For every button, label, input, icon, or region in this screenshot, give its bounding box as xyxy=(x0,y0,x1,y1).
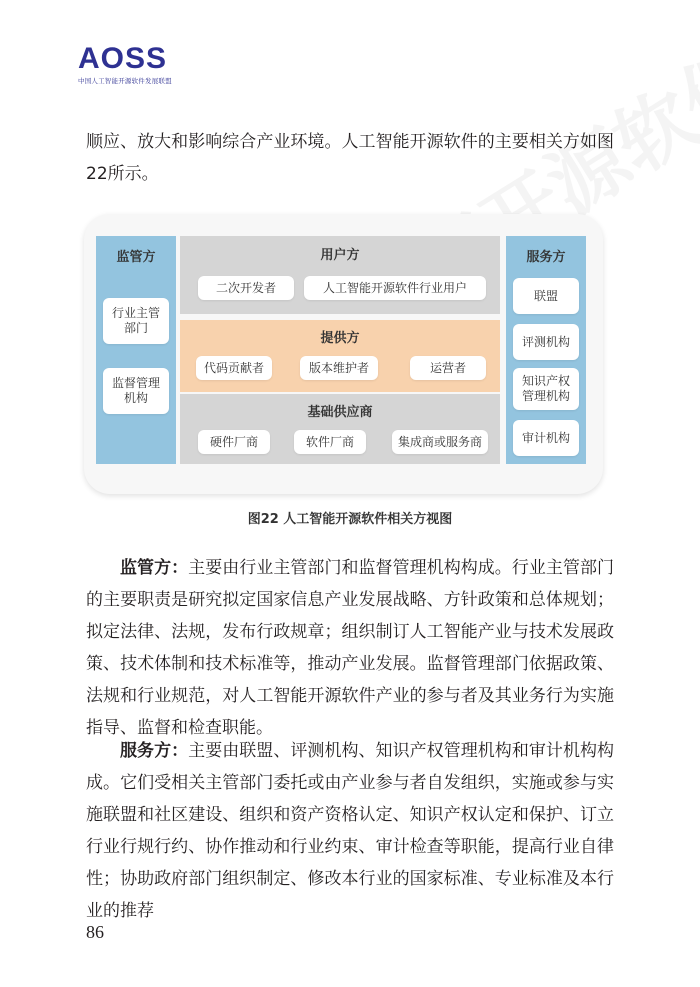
service-text: 主要由联盟、评测机构、知识产权管理机构和审计机构构成。它们受相关主管部门委托或由产业参与者自发组织，实施或参与实施联盟和社区建设、组织和资产资格认定、知识产权认定和保护、订立行业行规行约、协作推动和行业约束、审计检查等职能，提高行业自律性；协助政府部门组织制定、修改本行业的国家标准、专业标准及本行业的推荐 xyxy=(86,741,615,921)
service-item: 联盟 xyxy=(513,278,579,314)
regulator-text: 主要由行业主管部门和监督管理机构构成。行业主管部门的主要职责是研究拟定国家信息产业发展战略、方针政策和总体规划；拟定法律、法规，发布行政规章；组织制订人工智能产业与技术发展政策、技术体制和技术标准等，推动产业发展。监督管理部门依据政策、法规和行业规范，对人工智能开源软件产业的参与者及其业务行为实施指导、监督和检查职能。 xyxy=(86,558,615,738)
stakeholder-diagram xyxy=(84,214,603,494)
supplier-band-title: 基础供应商 xyxy=(307,405,373,420)
service-item: 知识产权管理机构 xyxy=(513,368,579,410)
regulator-title: 监管方 xyxy=(116,250,156,265)
supplier-item: 软件厂商 xyxy=(294,430,366,454)
service-column xyxy=(506,236,586,464)
service-item: 评测机构 xyxy=(513,324,579,360)
regulator-heading: 监管方： xyxy=(120,558,189,578)
service-heading: 服务方： xyxy=(120,741,189,761)
service-section xyxy=(86,735,614,927)
provider-item: 代码贡献者 xyxy=(196,356,272,380)
supplier-item: 集成商或服务商 xyxy=(392,430,488,454)
logo-subtitle: 中国人工智能开源软件发展联盟 xyxy=(78,77,172,85)
provider-band-title: 提供方 xyxy=(320,331,360,346)
provider-band xyxy=(180,320,500,392)
service-item: 审计机构 xyxy=(513,420,579,456)
regulator-item: 监督管理机构 xyxy=(103,368,169,414)
user-band xyxy=(180,236,500,314)
regulator-item: 行业主管部门 xyxy=(103,298,169,344)
logo-wordmark: AOSS xyxy=(78,42,168,75)
provider-item: 运营者 xyxy=(410,356,486,380)
user-band-title: 用户方 xyxy=(320,248,360,263)
supplier-band xyxy=(180,394,500,464)
aoss-logo xyxy=(78,44,188,88)
service-title: 服务方 xyxy=(526,250,566,265)
figure-caption: 图22 人工智能开源软件相关方视图 xyxy=(247,512,453,527)
provider-item: 版本维护者 xyxy=(300,356,378,380)
regulator-section xyxy=(86,552,614,744)
user-item: 二次开发者 xyxy=(198,276,294,300)
regulator-column xyxy=(96,236,176,464)
user-item: 人工智能开源软件行业用户 xyxy=(304,276,486,300)
intro-paragraph: 顺应、放大和影响综合产业环境。人工智能开源软件的主要相关方如图22所示。 xyxy=(86,132,614,184)
supplier-item: 硬件厂商 xyxy=(198,430,270,454)
page-number: 86 xyxy=(86,922,104,942)
